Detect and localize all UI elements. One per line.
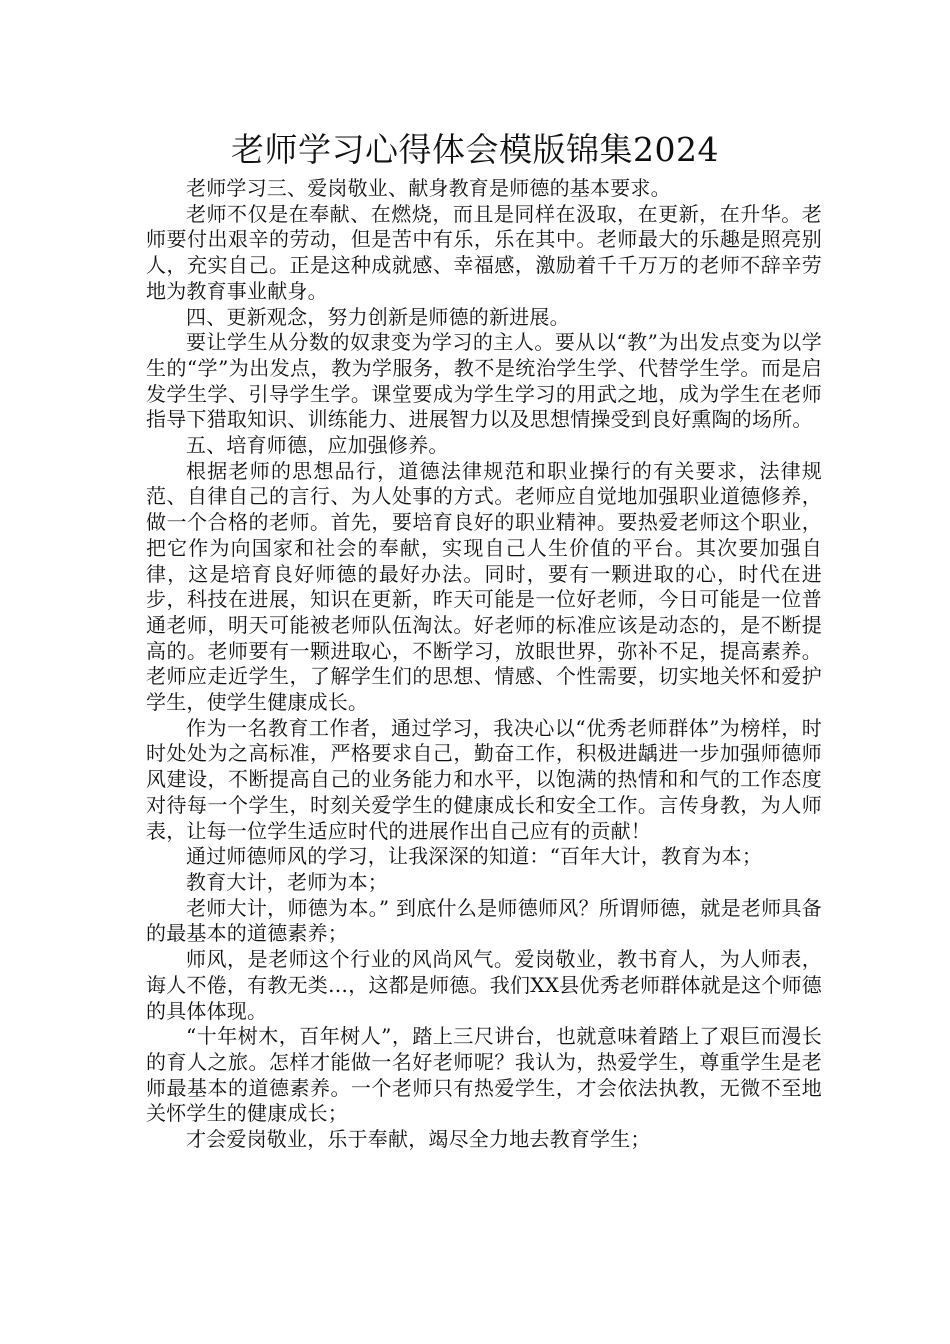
paragraph: 老师不仅是在奉献、在燃烧，而且是同样在汲取，在更新，在升华。老师要付出艰辛的劳动，但是苦中有乐，乐在其中。老师最大的乐趣是照亮别人，充实自己。正是这种成就感、幸福感，激励着千千万万的老师不辞辛劳地为教育事业献身。	[146, 201, 822, 303]
paragraph: 要让学生从分数的奴隶变为学习的主人。要从以“教”为出发点变为以学生的“学”为出发点，教为学服务，教不是统治学生学、代替学生学。而是启发学生学、引导学生学。课堂要成为学生学习的用武之地，成为学生在老师指导下猎取知识、训练能力、进展智力以及思想情操受到良好熏陶的场所。	[146, 330, 822, 432]
paragraph: 五、培育师德，应加强修养。	[186, 433, 449, 458]
paragraph: 才会爱岗敬业，乐于奉献，竭尽全力地去教育学生；	[186, 1127, 651, 1152]
paragraph: 教育大计，老师为本；	[186, 869, 388, 894]
paragraph: 老师大计，师德为本。” 到底什么是师德师风？所谓师德，就是老师具备的最基本的道德素养；	[146, 895, 822, 946]
paragraph: “十年树木，百年树人”，踏上三尺讲台，也就意味着踏上了艰巨而漫长的育人之旅。怎样才能做一名好老师呢？我认为，热爱学生，尊重学生是老师最基本的道德素养。一个老师只有热爱学生，才会依法执教，无微不至地关怀学生的健康成长；	[146, 1024, 822, 1126]
paragraph: 老师学习三、爱岗敬业、献身教育是师德的基本要求。	[186, 176, 671, 200]
paragraph: 四、更新观念，努力创新是师德的新进展。	[186, 304, 570, 329]
document-body	[146, 176, 822, 1153]
paragraph: 作为一名教育工作者，通过学习，我决心以“优秀老师群体”为榜样，时时处处为之高标准，严格要求自己，勤奋工作，积极进龋进一步加强师德师风建设，不断提高自己的业务能力和水平，以饱满的热情和和气的工作态度对待每一个学生，时刻关爱学生的健康成长和安全工作。言传身教，为人师表，让每一位学生适应时代的进展作出自己应有的贡献！	[146, 715, 822, 843]
document-title: 老师学习心得体会模版锦集2024	[231, 130, 719, 169]
paragraph: 根据老师的思想品行，道德法律规范和职业操行的有关要求，法律规范、自律自己的言行、为人处事的方式。老师应自觉地加强职业道德修养，做一个合格的老师。首先，要培育良好的职业精神。要热爱老师这个职业，把它作为向国家和社会的奉献，实现自己人生价值的平台。其次要加强自律，这是培育良好师德的最好办法。同时，要有一颗进取的心，时代在进步，科技在进展，知识在更新，昨天可能是一位好老师，今日可能是一位普通老师，明天可能被老师队伍淘汰。好老师的标准应该是动态的，是不断提高的。老师要有一颗进取心，不断学习，放眼世界，弥补不足，提高素养。老师应走近学生，了解学生们的思想、情感、个性需要，切实地关怀和爱护学生，使学生健康成长。	[146, 458, 822, 715]
paragraph: 通过师德师风的学习，让我深深的知道：“百年大计，教育为本；	[186, 844, 763, 869]
paragraph: 师风，是老师这个行业的风尚风气。爱岗敬业，教书育人，为人师表，诲人不倦，有教无类…，这都是师德。我们XX县优秀老师群体就是这个师德的具体体现。	[146, 947, 822, 1023]
